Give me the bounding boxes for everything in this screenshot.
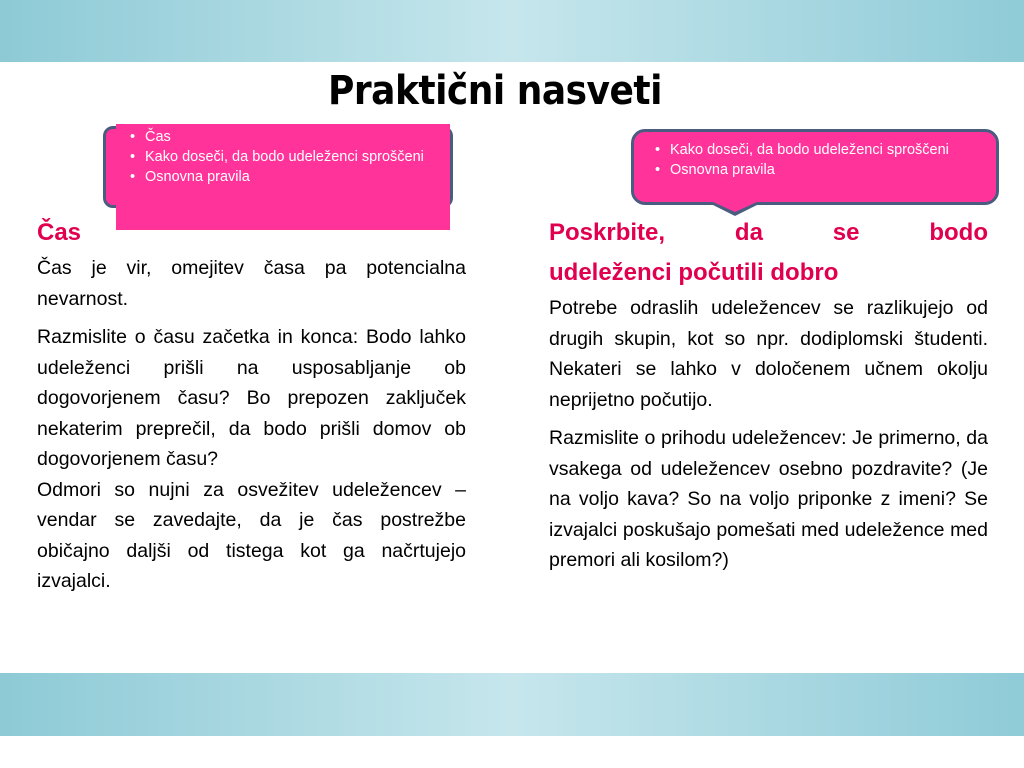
right-callout-item: • Osnovna pravila (655, 160, 977, 180)
left-callout-item: • Osnovna pravila (130, 167, 440, 187)
right-callout-list (655, 140, 977, 180)
left-callout-item: • Čas (130, 127, 440, 147)
left-paragraph: Odmori so nujni za osvežitev udeležencev – vendar se zavedajte, da je čas postrežbe običajno daljši od tistega kot ga načrtujejo izvajalci. (37, 478, 466, 592)
right-paragraph: Potrebe odraslih udeležencev se razlikujejo od drugih skupin, kot so npr. dodiplomski študenti. Nekateri se lahko v določenem učnem okolju neprijetno počutijo. (549, 297, 988, 411)
top-band (0, 0, 1024, 62)
left-callout-item: • Kako doseči, da bodo udeleženci sproščeni (130, 147, 440, 167)
bottom-band (0, 673, 1024, 736)
right-column (549, 213, 988, 584)
right-heading-line2: udeleženci počutili dobro (549, 259, 839, 286)
left-column (37, 213, 466, 605)
right-heading (549, 213, 988, 293)
left-paragraph: Razmislite o času začetka in konca: Bodo lahko udeleženci prišli na usposabljanje ob dogovorjenem času? Bo prepozen zaključek nekaterim preprečil, da bodo prišli domov ob dogovorjenem času? (37, 326, 466, 470)
left-paragraph: Čas je vir, omejitev časa pa potencialna nevarnost. (37, 257, 466, 310)
slide-title: Praktični nasveti (328, 68, 662, 114)
right-callout-item: • Kako doseči, da bodo udeleženci sproščeni (655, 140, 977, 160)
right-heading-line1: Poskrbite, da se bodo (549, 219, 988, 246)
right-paragraph: Razmislite o prihodu udeležencev: Je primerno, da vsakega od udeležencev osebno pozdravite? (Je na voljo kava? So na voljo priponke z imeni? Se izvajalci poskušajo pomešati med udeležence med premori ali kosilom?) (549, 427, 988, 571)
right-callout-tail-fill (711, 201, 759, 212)
left-callout-list (130, 127, 440, 187)
left-heading: Čas (37, 219, 82, 246)
